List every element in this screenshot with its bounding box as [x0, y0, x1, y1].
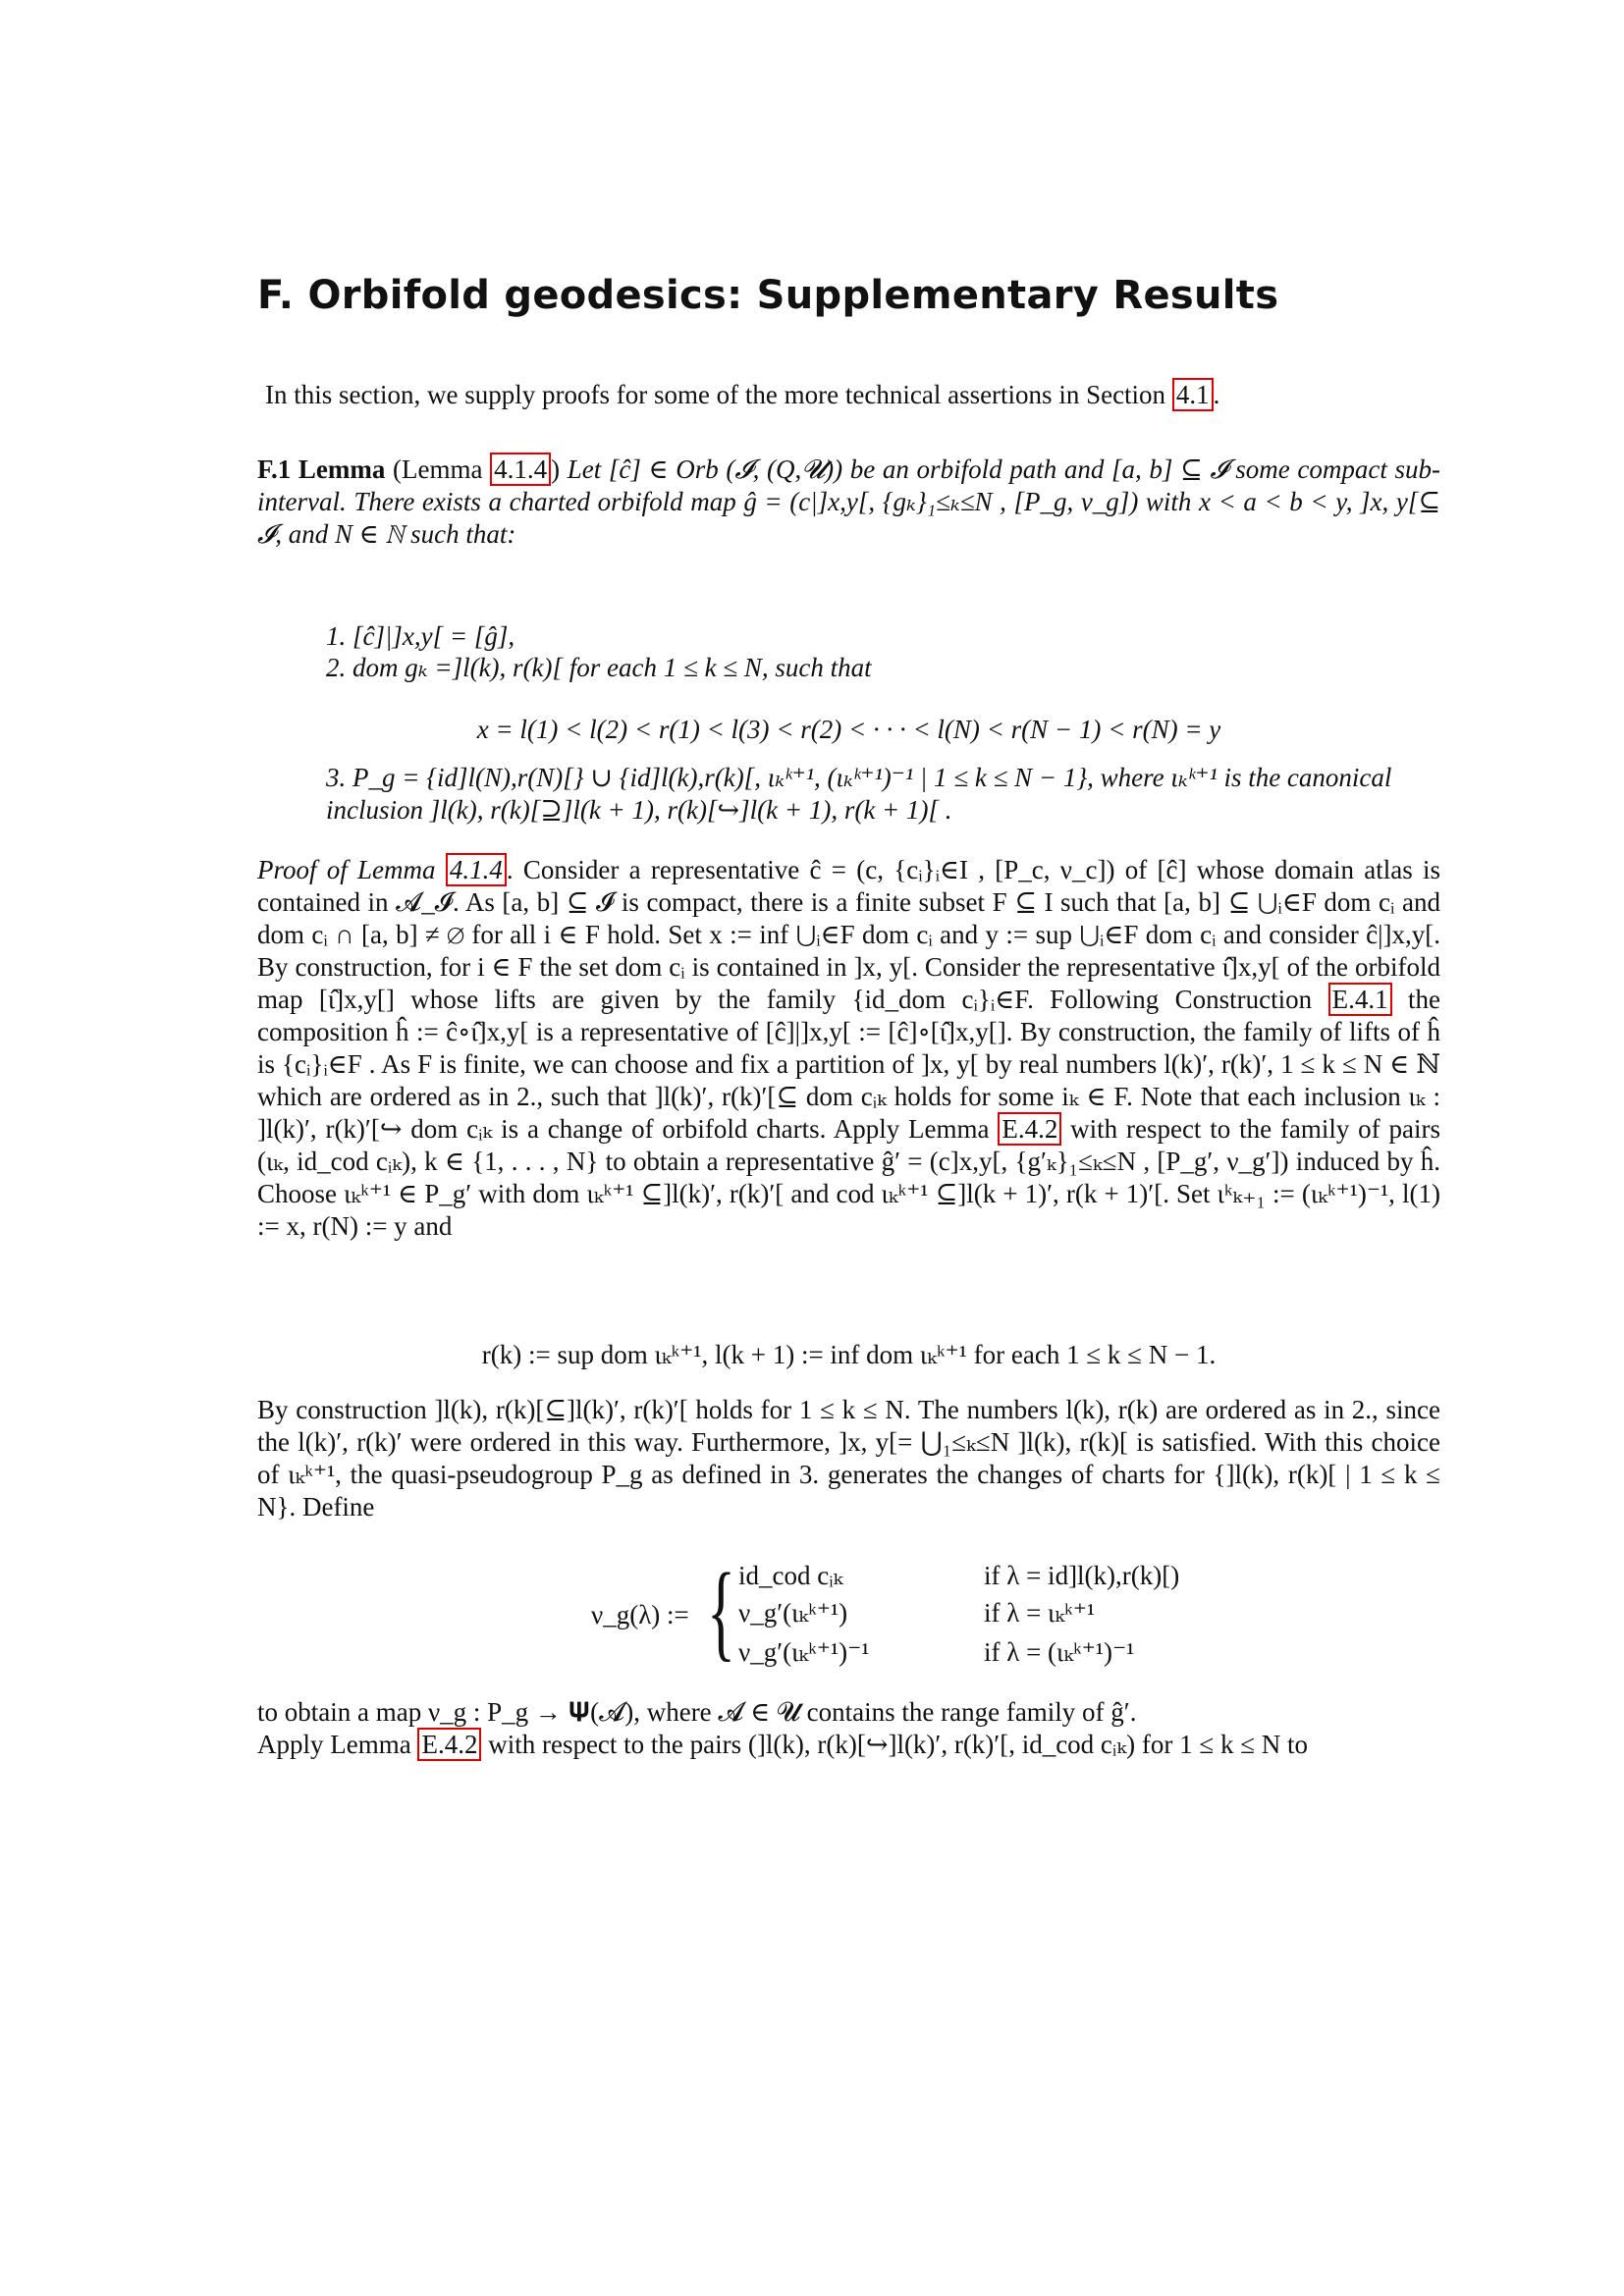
lemma-ref-link[interactable]: 4.1.4 — [490, 453, 551, 486]
lemma-paren-open: (Lemma — [385, 454, 491, 484]
ordering-chain-equation: x = l(1) < l(2) < r(1) < l(3) < r(2) < · · · < l(N) < r(N − 1) < r(N) = y — [476, 715, 1221, 744]
nu-case-3-value: ν_g′(ιₖᵏ⁺¹)⁻¹ — [738, 1637, 870, 1667]
final-lemma-ref-link[interactable]: E.4.2 — [417, 1728, 481, 1761]
proof-paragraph — [257, 854, 1440, 1243]
proof-lemma-ref-link[interactable]: 4.1.4 — [446, 853, 507, 886]
proof-text-1: . Consider a representative ĉ = (c, {cᵢ}ᵢ∈I , [P_c, ν_c]) of [ĉ] whose domain atlas is contained in 𝓐_𝓘. As [a, b] ⊆ 𝓘 is compact, there is a finite subset F ⊆ I such that [a, b] ⊆ ⋃ᵢ∈F dom cᵢ and dom cᵢ ∩ [a, b] ≠ ∅ for all i ∈ F hold. Set x := inf ⋃ᵢ∈F dom cᵢ and y := sup ⋃ᵢ∈F dom cᵢ and consider ĉ|]x,y[. By construction, for i ∈ F the set dom cᵢ is contained in ]x, y[. Consider the representative ι̂]x,y[ of the orbifold map [ι̂]x,y[] whose lifts are given by the family {id_dom cᵢ}ᵢ∈F. Following Construction — [257, 855, 1440, 1014]
construction-paragraph: By construction ]l(k), r(k)[⊆]l(k)′, r(k)′[ holds for 1 ≤ k ≤ N. The numbers l(k), r(k) are ordered as in 2., since the l(k)′, r(k)′ were ordered in this way. Furthermore, ]x, y[= ⋃₁≤ₖ≤N ]l(k), r(k)[ is satisfied. With this choice of ιₖᵏ⁺¹, the quasi-pseudogroup P_g as defined in 3. generates the changes of charts for {]l(k), r(k)[ | 1 ≤ k ≤ N}. Define — [257, 1395, 1440, 1522]
section-title: F. Orbifold geodesics: Supplementary Results — [257, 273, 1279, 318]
final-line-1: to obtain a map ν_g : P_g → 𝚿(𝓐), where 𝓐 ∈ 𝓤 contains the range family of ĝ′. — [257, 1697, 1137, 1727]
lemma-paren-close: ) — [551, 454, 568, 484]
intro-text: In this section, we supply proofs for some of the more technical assertions in Section — [265, 380, 1172, 409]
nu-lhs: ν_g(λ) := — [591, 1600, 689, 1629]
final-text-b: with respect to the pairs (]l(k), r(k)[↪]l(k)′, r(k)′[, id_cod cᵢₖ) for 1 ≤ k ≤ N to — [481, 1730, 1309, 1759]
proof-lead: Proof of Lemma — [257, 855, 446, 884]
proof-text-3: with respect to the family of pairs (ιₖ, id_cod cᵢₖ), k ∈ {1, . . . , N} to obtain a representative ĝ′ = (c]x,y[, {g′ₖ}₁≤ₖ≤N , [P_g′, ν_g′]) induced by ĥ. Choose ιₖᵏ⁺¹ ∈ P_g′ with dom ιₖᵏ⁺¹ ⊆]l(k)′, r(k)′[ and cod ιₖᵏ⁺¹ ⊆]l(k + 1)′, r(k + 1)′[. Set ιᵏₖ₊₁ := (ιₖᵏ⁺¹)⁻¹, l(1) := x, r(N) := y and — [257, 1114, 1440, 1241]
intro-end: . — [1213, 380, 1220, 409]
nu-case-1-cond: if λ = id]l(k),r(k)[) — [984, 1561, 1180, 1590]
construction-ref-link[interactable]: E.4.1 — [1328, 983, 1392, 1016]
lemma-item-1: 1. [ĉ]|]x,y[ = [ĝ], — [326, 621, 515, 651]
left-brace: { — [707, 1551, 736, 1671]
section-ref-link[interactable]: 4.1 — [1172, 378, 1214, 411]
lemma-item-3: 3. P_g = {id]l(N),r(N)[} ∪ {id]l(k),r(k)[, ιₖᵏ⁺¹, (ιₖᵏ⁺¹)⁻¹ | 1 ≤ k ≤ N − 1}, where ιₖᵏ⁺¹ is the canonical inclusion ]l(k), r(k)[⊇]l(k + 1), r(k)[↪]l(k + 1), r(k + 1)[ . — [326, 763, 1392, 825]
proof-text-2: the composition ĥ := ĉ∘ι̂]x,y[ is a representative of [ĉ]|]x,y[ := [ĉ]∘[ι̂]x,y[]. By construction, the family of lifts of ĥ is {cᵢ}ᵢ∈F . As F is finite, we can choose and fix a partition of ]x, y[ by real numbers l(k)′, r(k)′, 1 ≤ k ≤ N ∈ ℕ which are ordered as in 2., such that ]l(k)′, r(k)′[⊆ dom cᵢₖ holds for some iₖ ∈ F. Note that each inclusion ιₖ : ]l(k)′, r(k)′[↪ dom cᵢₖ is a change of orbifold charts. Apply Lemma — [257, 985, 1440, 1144]
final-text-a: Apply Lemma — [257, 1730, 418, 1759]
nu-case-1-value: id_cod cᵢₖ — [738, 1561, 843, 1590]
final-line-2 — [257, 1729, 1440, 1761]
lemma-item-2: 2. dom gₖ =]l(k), r(k)[ for each 1 ≤ k ≤ N, such that — [326, 653, 872, 682]
intro-paragraph — [265, 379, 1448, 411]
lemma-e42-ref-link[interactable]: E.4.2 — [998, 1112, 1061, 1146]
lemma-label: F.1 Lemma — [257, 454, 386, 484]
lemma-text: Let [ĉ] ∈ Orb (𝓘, (Q,𝓤)) be an orbifold path and [a, b] ⊆ 𝓘 some compact sub-interval. There exists a charted orbifold map ĝ = (c|]x,y[, {gₖ}₁≤ₖ≤N , [P_g, ν_g]) with x < a < b < y, ]x, y[⊆ 𝓘, and N ∈ ℕ such that: — [257, 454, 1440, 549]
lemma-statement — [257, 454, 1440, 551]
nu-case-2-value: ν_g′(ιₖᵏ⁺¹) — [738, 1598, 848, 1628]
rl-definition-equation: r(k) := sup dom ιₖᵏ⁺¹, l(k + 1) := inf dom ιₖᵏ⁺¹ for each 1 ≤ k ≤ N − 1. — [481, 1340, 1217, 1369]
final-paragraph — [257, 1696, 1440, 1761]
nu-case-3-cond: if λ = (ιₖᵏ⁺¹)⁻¹ — [984, 1637, 1135, 1667]
nu-case-2-cond: if λ = ιₖᵏ⁺¹ — [984, 1598, 1096, 1628]
